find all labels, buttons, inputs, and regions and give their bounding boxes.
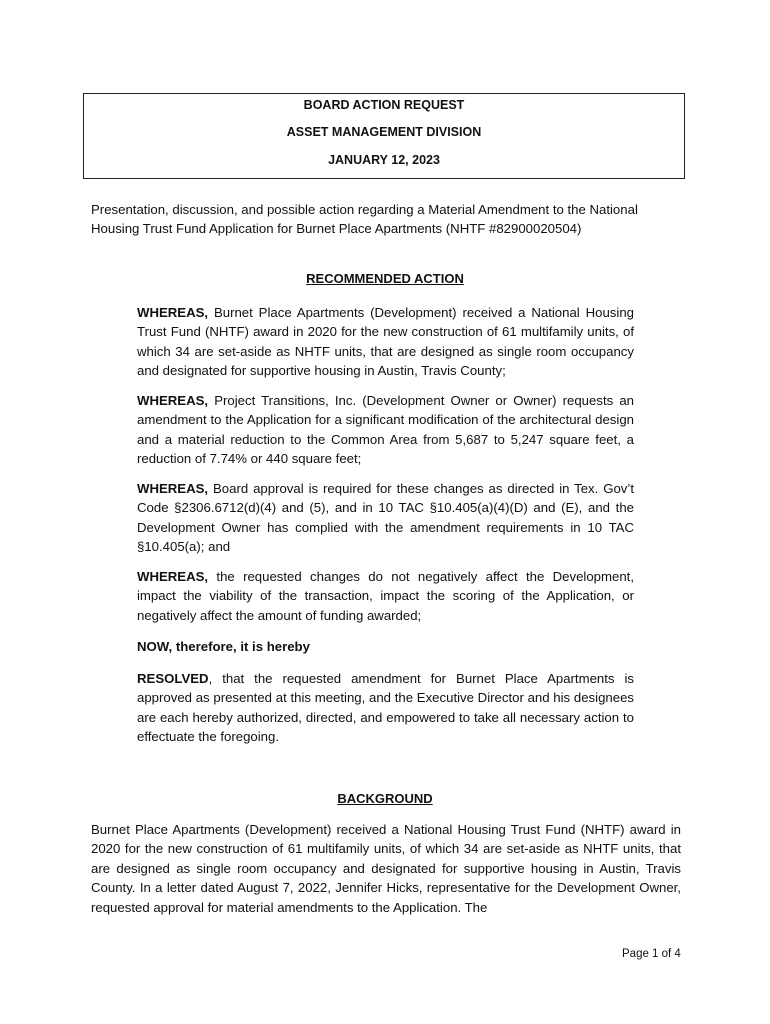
whereas-paragraph-3 [137, 479, 634, 556]
recommended-action-title: RECOMMENDED ACTION [306, 271, 464, 286]
whereas-lead-3: WHEREAS, [137, 481, 209, 496]
resolved-paragraph [137, 669, 634, 746]
header-title: BOARD ACTION REQUEST [303, 98, 465, 112]
whereas-text-4: the requested changes do not negatively affect the Development, impact the viability of the transaction, impact the scoring of the Application, or negatively affect the amount of funding awarded; [137, 569, 634, 623]
whereas-text-3: Board approval is required for these changes as directed in Tex. Gov’t Code §2306.6712(d)(4) and (5), and in 10 TAC §10.405(a)(4)(D) and (E), and the Development Owner has complied with the amendment requirements in 10 TAC §10.405(a); and [137, 481, 634, 554]
now-therefore-paragraph [137, 637, 634, 656]
page-number: Page 1 of 4 [622, 948, 681, 960]
now-therefore-lead: NOW, therefore, it is hereby [137, 639, 310, 654]
whereas-text-2: Project Transitions, Inc. (Development Owner or Owner) requests an amendment to the Application for a significant modification of the architectural design and a material reduction to the Common Area from 5,687 to 5,247 square feet, a reduction of 7.74% or 440 square feet; [137, 393, 634, 466]
header-division: ASSET MANAGEMENT DIVISION [286, 125, 482, 139]
background-paragraph: Burnet Place Apartments (Development) received a National Housing Trust Fund (NHTF) award in 2020 for the new construction of 61 multifamily units, of which 34 are set-aside as NHTF units, that are designed as single room occupancy and designated for supportive housing in Austin, Travis County. In a letter dated August 7, 2022, Jennifer Hicks, representative for the Development Owner, requested approval for material amendments to the Application. The [91, 822, 681, 915]
header-box [83, 93, 685, 179]
intro-paragraph: Presentation, discussion, and possible action regarding a Material Amendment to the National Housing Trust Fund Application for Burnet Place Apartments (NHTF #82900020504) [91, 202, 638, 236]
resolved-text: , that the requested amendment for Burnet Place Apartments is approved as presented at this meeting, and the Executive Director and his designees are each hereby authorized, directed, and empowered to take all necessary action to effectuate the foregoing. [137, 671, 634, 744]
header-date: JANUARY 12, 2023 [328, 153, 440, 167]
whereas-paragraph-1 [137, 303, 634, 380]
resolved-lead: RESOLVED [137, 671, 209, 686]
whereas-lead-2: WHEREAS, [137, 393, 209, 408]
whereas-paragraph-4 [137, 567, 634, 625]
whereas-lead-4: WHEREAS, [137, 569, 209, 584]
whereas-paragraph-2 [137, 391, 634, 468]
whereas-lead-1: WHEREAS, [137, 305, 209, 320]
whereas-text-1: Burnet Place Apartments (Development) received a National Housing Trust Fund (NHTF) award in 2020 for the new construction of 61 multifamily units, of which 34 are set-aside as NHTF units, that are designed as single room occupancy and designated for supportive housing in Austin, Travis County; [137, 305, 634, 378]
background-title: BACKGROUND [337, 791, 433, 806]
